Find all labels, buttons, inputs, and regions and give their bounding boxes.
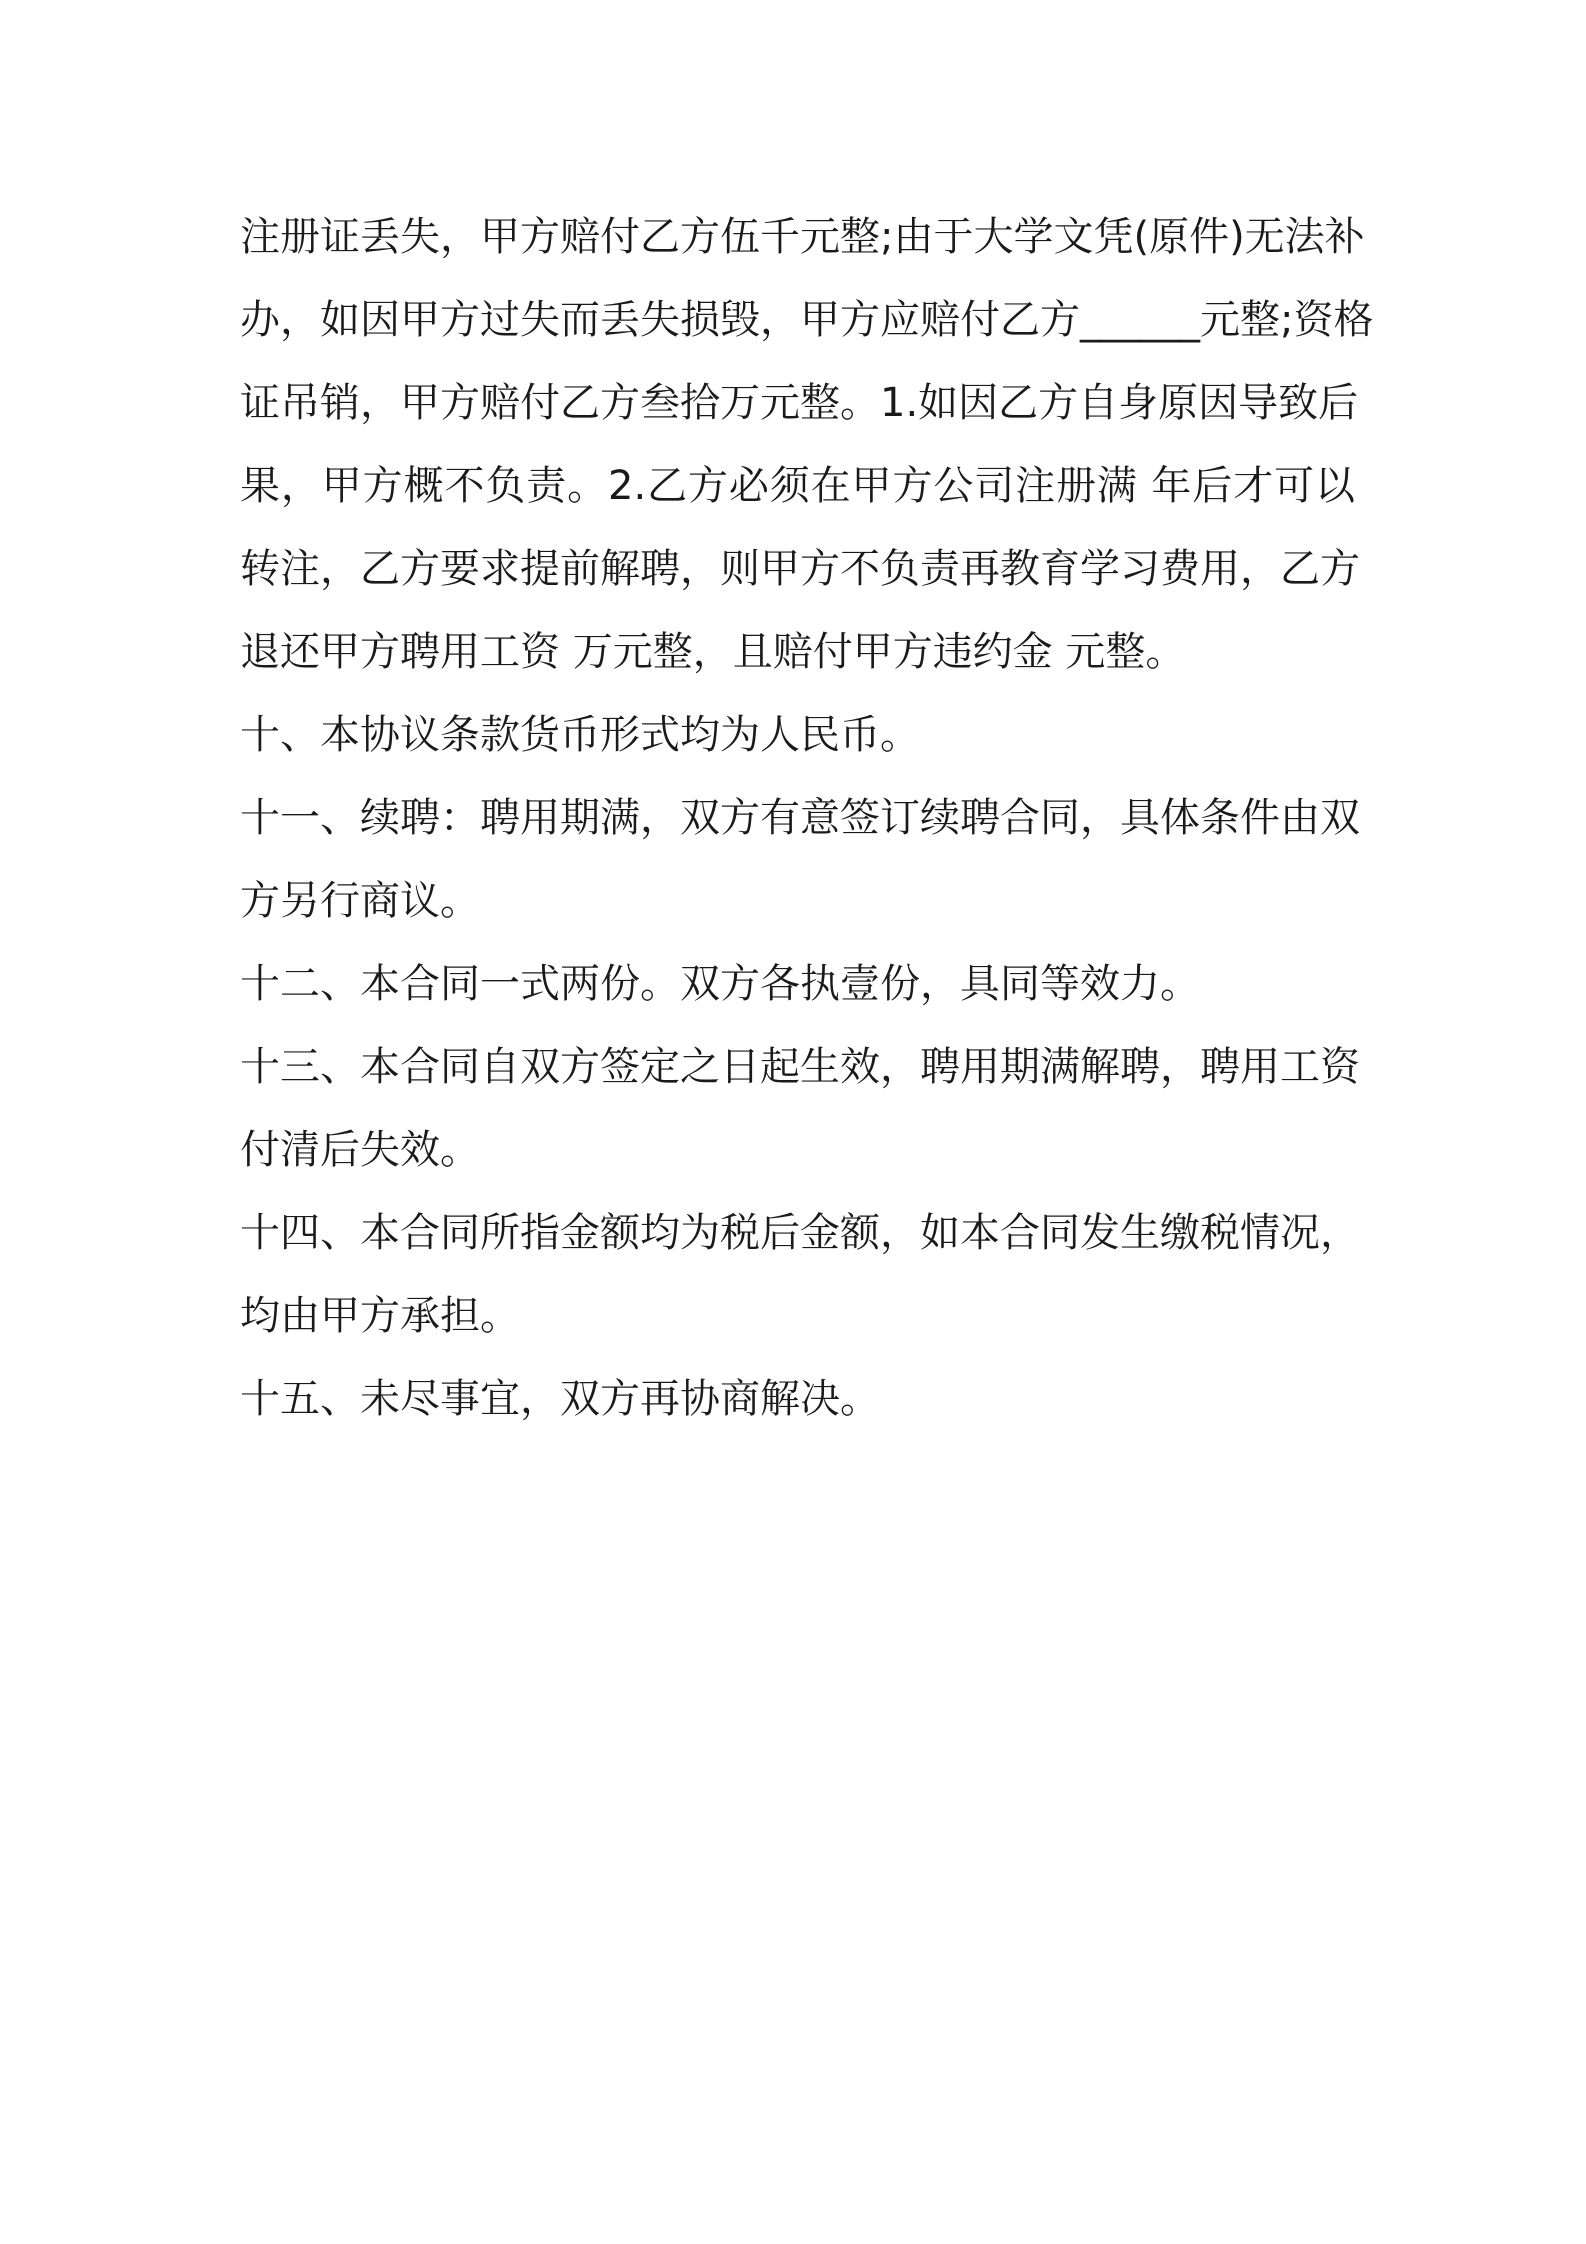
- text-line: 证吊销，甲方赔付乙方叁拾万元整。1.如因乙方自身原因导致后: [240, 380, 1359, 426]
- text-line: 转注，乙方要求提前解聘，则甲方不负责再教育学习费用，乙方: [240, 546, 1360, 592]
- text-line: 果，甲方概不负责。2.乙方必须在甲方公司注册满 年后才可以: [240, 463, 1355, 509]
- clause-12: 十二、本合同一式两份。双方各执壹份，具同等效力。: [240, 961, 1200, 1007]
- clause-11: 十一、续聘：聘用期满，双方有意签订续聘合同，具体条件由双: [240, 795, 1360, 841]
- clause-10: 十、本协议条款货币形式均为人民币。: [240, 712, 920, 758]
- clause-14-continued: 均由甲方承担。: [240, 1293, 520, 1339]
- text-line: 办，如因甲方过失而丢失损毁，甲方应赔付乙方______元整;资格: [240, 297, 1374, 343]
- clause-11-continued: 方另行商议。: [240, 878, 480, 924]
- clause-14: 十四、本合同所指金额均为税后金额，如本合同发生缴税情况，: [240, 1210, 1360, 1256]
- document-body: [240, 196, 1374, 1441]
- clause-15: 十五、未尽事宜，双方再协商解决。: [240, 1376, 880, 1422]
- text-line: 退还甲方聘用工资 万元整，且赔付甲方违约金 元整。: [240, 629, 1186, 675]
- clause-13-continued: 付清后失效。: [240, 1127, 480, 1173]
- text-line: 注册证丢失，甲方赔付乙方伍千元整;由于大学文凭(原件)无法补: [240, 214, 1365, 260]
- clause-13: 十三、本合同自双方签定之日起生效，聘用期满解聘，聘用工资: [240, 1044, 1360, 1090]
